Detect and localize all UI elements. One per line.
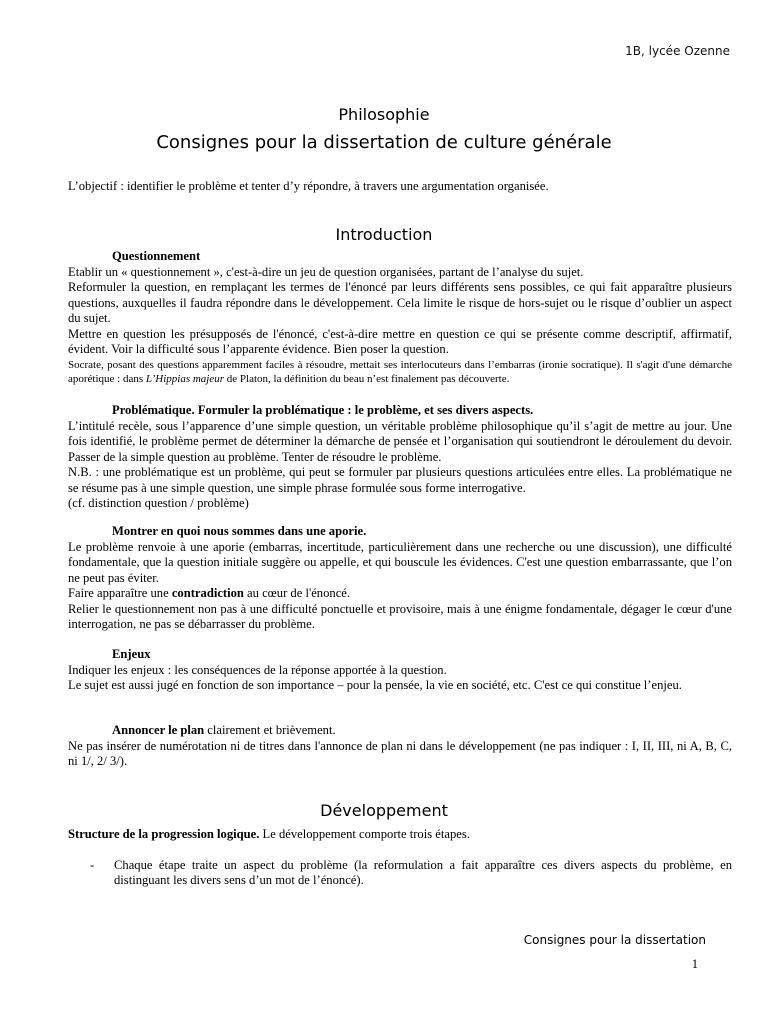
enjeux-paragraph-2: Le sujet est aussi jugé en fonction de son importance – pour la pensée, la vie en société, etc. C'est ce qui constitue l’enjeu. (68, 678, 682, 692)
problematique-paragraph-1: L’intitulé recèle, sous l’apparence d’une simple question, un véritable problème philosophique qu’il s’agit de mettre au jour. Une fois identifié, le problème permet de déterminer la démarche de pensée et l’organisation qui soutiendront le déroulement du devoir. Passer de la simple question au problème. Tenter de résoudre le problème. (68, 418, 732, 464)
questionnement-heading: Questionnement (112, 249, 201, 263)
introduction-title: Introduction (335, 225, 433, 244)
contradiction-before: Faire apparaître une (68, 586, 172, 600)
list-item (68, 858, 732, 889)
contradiction-word: contradiction (171, 586, 244, 600)
problematique-paragraph-3: (cf. distinction question / problème) (68, 496, 249, 510)
document-title: Consignes pour la dissertation de culture générale (156, 132, 612, 153)
developpement-intro (68, 827, 732, 843)
subject-title: Philosophie (338, 105, 430, 124)
enjeux-section (68, 647, 732, 694)
aporie-paragraph-3: Relier le questionnement non pas à une difficulté ponctuelle et provisoire, mais à une énigme fondamentale, dégager le cœur d'une interrogation, ne pas se débarrasser du problème. (68, 601, 732, 631)
developpement-section (68, 827, 732, 889)
questionnement-paragraph-1: Etablir un « questionnement », c'est-à-dire un jeu de question organisées, partant de l’analyse du sujet. (68, 264, 584, 279)
problematique-section (68, 403, 732, 512)
questionnement-paragraph-4 (68, 358, 732, 387)
enjeux-paragraph-1: Indiquer les enjeux : les conséquences de la réponse apportée à la question. (68, 662, 447, 677)
page-number: 1 (691, 957, 698, 971)
enjeux-heading: Enjeux (112, 647, 151, 661)
developpement-title: Développement (320, 801, 448, 820)
class-info: 1B, lycée Ozenne (625, 44, 730, 58)
plan-paragraph-1: Ne pas insérer de numérotation ni de titres dans l'annonce de plan ni dans le développement (ne pas indiquer : I, II, III, ni A, B, C, ni 1/, 2/ 3/). (68, 738, 732, 768)
aporie-paragraph-1: Le problème renvoie à une aporie (embarras, incertitude, particulièrement dans une recherche ou une discussion), une difficulté fondamentale, que la question initiale suggère ou appelle, et qui bouscule les évidences. C'est une question embarrassante, que l’on ne peut pas éviter. (68, 539, 732, 585)
objective-text: L’objectif : identifier le problème et tenter d’y répondre, à travers une argumentation organisée. (68, 179, 549, 193)
plan-section (68, 723, 732, 770)
hippias-title: L’Hippias majeur (145, 373, 225, 385)
plan-heading-rest: clairement et brièvement. (204, 723, 336, 737)
questionnement-paragraph-3: Mettre en question les présupposés de l'énoncé, c'est-à-dire mettre en question ce qui se présente comme descriptif, affirmatif, évident. Voir la difficulté sous l’apparente évidence. Bien poser la question. (68, 326, 732, 356)
bullet-text: Chaque étape traite un aspect du problème (la reformulation a fait apparaître ces divers aspects du problème, en distinguant les divers sens d’un mot de l’énoncé). (114, 857, 732, 887)
plan-heading-bold: Annoncer le plan (112, 723, 205, 737)
running-title: Consignes pour la dissertation (523, 933, 706, 947)
problematique-paragraph-2: N.B. : une problématique est un problème, qui peut se formuler par plusieurs questions articulées entre elles. La problématique ne se résume pas à une simple question, une simple phrase formulée sous forme interrogative. (68, 465, 732, 495)
aporie-paragraph-2 (68, 586, 732, 602)
aporie-heading: Montrer en quoi nous sommes dans une aporie. (112, 524, 367, 538)
developpement-intro-rest: Le développement comporte trois étapes. (259, 827, 470, 841)
socrate-text: Socrate, posant des questions apparemment faciles à résoudre, mettait ses interlocuteurs dans l’embarras (ironie socratique). Il s'agit d'une démarche aporétique : dans (68, 358, 732, 385)
contradiction-after: au cœur de l'énoncé. (243, 586, 351, 600)
questionnement-paragraph-2: Reformuler la question, en remplaçant les termes de l'énoncé par leurs différents sens possibles, ce qui fait apparaître plusieurs questions, auxquelles il faudra répondre dans le développement. Cela limite le risque de hors-sujet ou le risque d’oublier un aspect du sujet. (68, 280, 732, 325)
socrate-text-end: de Platon, la définition du beau n’est finalement pas découverte. (224, 373, 510, 385)
bullet-marker: - (90, 857, 95, 872)
plan-heading (68, 723, 732, 739)
developpement-intro-bold: Structure de la progression logique. (68, 827, 260, 841)
aporie-section (68, 524, 732, 633)
questionnement-section (68, 249, 732, 387)
problematique-heading: Problématique. Formuler la problématique : le problème, et ses divers aspects. (112, 403, 534, 417)
